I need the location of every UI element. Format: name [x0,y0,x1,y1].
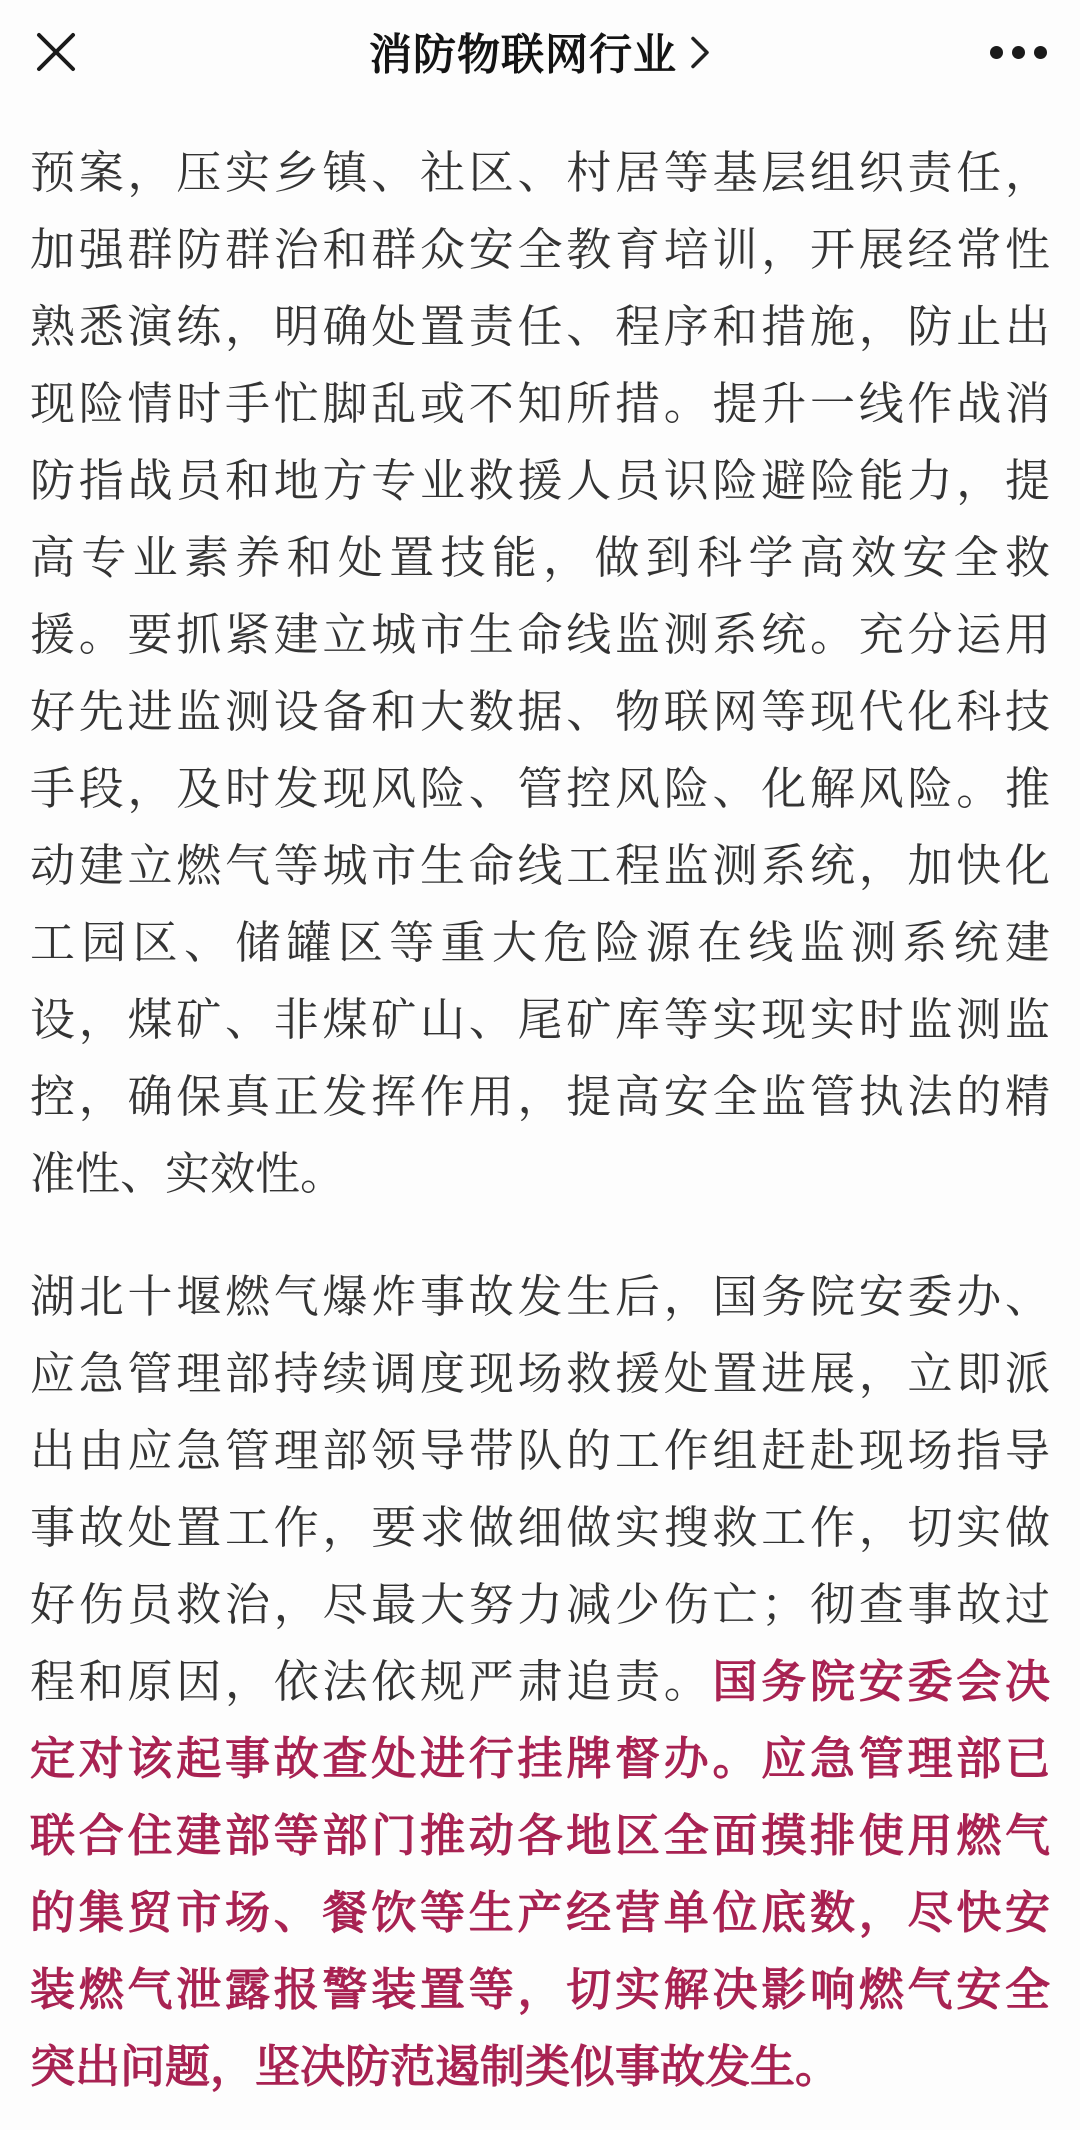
highlighted-text: 国务院安委会决 [712,1656,1050,1707]
highlighted-text: 定对该起事故查处进行挂牌督办。应急管理部已 [30,1733,1050,1784]
text-line [30,750,1050,827]
body-text: 动建立燃气等城市生命线工程监测系统，加快化 [30,840,1050,891]
text-line [30,1135,1050,1212]
text-line [30,288,1050,365]
text-line [30,365,1050,442]
text-line [30,442,1050,519]
body-text: 援。要抓紧建立城市生命线监测系统。充分运用 [30,609,1050,660]
body-text: 预案，压实乡镇、社区、村居等基层组织责任， [30,147,1050,198]
body-text: 手段，及时发现风险、管控风险、化解风险。推 [30,763,1050,814]
paragraph [30,1258,1050,2105]
text-line [30,1335,1050,1412]
text-line [30,1797,1050,1874]
text-line [30,1720,1050,1797]
page-title: 消防物联网行业 [369,31,677,80]
body-text: 加强群防群治和群众安全教育培训，开展经常性 [30,224,1050,275]
article-body [0,104,1080,2105]
close-button[interactable] [33,22,79,82]
navbar [0,0,1080,104]
close-icon [35,31,77,73]
highlighted-text: 联合住建部等部门推动各地区全面摸排使用燃气 [30,1810,1050,1861]
text-line [30,827,1050,904]
more-icon [990,46,1047,59]
body-text: 准性、实效性。 [30,1148,346,1199]
highlighted-text: 的集贸市场、餐饮等生产经营单位底数，尽快安 [30,1887,1050,1938]
text-line [30,1566,1050,1643]
text-line [30,981,1050,1058]
body-text: 出由应急管理部领导带队的工作组赶赴现场指导 [30,1425,1050,1476]
text-line [30,904,1050,981]
highlighted-text: 突出问题，坚决防范遏制类似事故发生。 [30,2041,841,2092]
body-text: 好先进监测设备和大数据、物联网等现代化科技 [30,686,1050,737]
highlighted-text: 装燃气泄露报警装置等，切实解决影响燃气安全 [30,1964,1050,2015]
body-text: 事故处置工作，要求做细做实搜救工作，切实做 [30,1502,1050,1553]
text-line [30,596,1050,673]
body-text: 高专业素养和处置技能，做到科学高效安全救 [30,532,1050,583]
text-line [30,211,1050,288]
text-line [30,1951,1050,2028]
text-line [30,673,1050,750]
text-line [30,134,1050,211]
body-text: 防指战员和地方专业救援人员识险避险能力，提 [30,455,1050,506]
body-text: 应急管理部持续调度现场救援处置进展，立即派 [30,1348,1050,1399]
text-line [30,1412,1050,1489]
body-text: 工园区、储罐区等重大危险源在线监测系统建 [30,917,1050,968]
paragraph [30,134,1050,1212]
text-line [30,1489,1050,1566]
text-line [30,2028,1050,2105]
chevron-right-icon [689,32,711,72]
text-line [30,1258,1050,1335]
body-text: 好伤员救治，尽最大努力减少伤亡；彻查事故过 [30,1579,1050,1630]
body-text: 现险情时手忙脚乱或不知所措。提升一线作战消 [30,378,1050,429]
body-text: 程和原因，依法依规严肃追责。 [30,1656,713,1707]
body-text: 控，确保真正发挥作用，提高安全监管执法的精 [30,1071,1050,1122]
more-button[interactable] [990,22,1047,82]
article-source-title[interactable] [369,22,711,83]
body-text: 湖北十堰燃气爆炸事故发生后，国务院安委办、 [30,1271,1050,1322]
text-line [30,1643,1050,1720]
text-line [30,1874,1050,1951]
body-text: 设，煤矿、非煤矿山、尾矿库等实现实时监测监 [30,994,1050,1045]
text-line [30,1058,1050,1135]
text-line [30,519,1050,596]
body-text: 熟悉演练，明确处置责任、程序和措施，防止出 [30,301,1050,352]
